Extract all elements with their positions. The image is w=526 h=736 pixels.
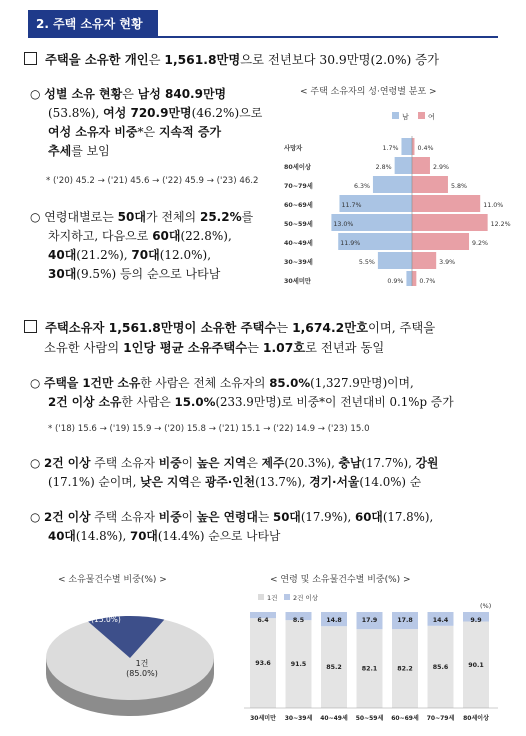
pyramid-category-label: 30세미만: [284, 278, 312, 285]
pyramid-chart: [282, 110, 512, 286]
bullet-age-multi: ○ 2건 이상 주택 소유자 비중이 높은 연령대는 50대(17.9%), 60대(17.8%), 40대(14.8%), 70대(14.4%) 순으로 나타남: [30, 510, 434, 543]
legend-male-swatch: [392, 112, 399, 119]
bar-category-label: 80세이상: [463, 715, 489, 722]
pyramid-bar-female: [412, 195, 480, 212]
pyramid-category-label: 70~79세: [284, 183, 313, 190]
legend-female-swatch: [418, 112, 425, 119]
square-bullet-icon: [24, 320, 37, 333]
pyramid-bar-female: [412, 138, 414, 155]
pyramid-category-label: 60~69세: [284, 202, 313, 209]
pyramid-bar-male: [395, 157, 412, 174]
para-owners: 주택을 소유한 개인은 1,561.8만명으로 전년보다 30.9만명(2.0%) 증가: [24, 50, 514, 70]
pyramid-male-value: 13.0%: [333, 221, 354, 228]
pie-title: < 소유물건수별 비중(%) >: [58, 575, 167, 585]
bar-one-value: 82.1: [361, 665, 378, 673]
bar-one-value: 85.2: [326, 664, 342, 672]
pie-two-value: (15.0%): [91, 615, 121, 624]
pyramid-male-value: 6.3%: [353, 183, 370, 190]
pyramid-bar-female: [412, 233, 469, 250]
bar-two-value: 17.8: [397, 617, 413, 624]
pyramid-bar-female: [412, 271, 416, 286]
bar-category-label: 40~49세: [320, 715, 348, 722]
bar-one-value: 82.2: [397, 665, 413, 673]
pyramid-female-value: 2.9%: [432, 164, 449, 171]
bullet-age: ○ 연령대별로는 50대가 전체의 25.2%를 차지하고, 다음으로 60대(22.8%), 40대(21.2%), 70대(12.0%), 30대(9.5%) 등의 순으로 나타남: [30, 210, 254, 281]
pie-one-label: 1건: [135, 659, 149, 668]
bar-two-value: 17.9: [361, 617, 378, 624]
para-houses: 주택소유자 1,561.8만명이 소유한 주택수는 1,674.2만호이며, 주택을 소유한 사람의 1인당 평균 소유주택수는 1.07호로 전년과 동일: [24, 318, 519, 358]
pyramid-female-value: 12.2%: [490, 221, 511, 228]
pyramid-female-value: 0.4%: [417, 145, 434, 152]
bars-title: < 연령 및 소유물건수별 비중(%) >: [270, 575, 411, 585]
gender-share-note: * ('20) 45.2 → ('21) 45.6 → ('22) 45.9 → ('23) 46.2: [46, 176, 259, 186]
bar-two-value: 14.8: [326, 617, 342, 624]
bullet-count: ○ 주택을 1건만 소유한 사람은 전체 소유자의 85.0%(1,327.9만명)이며, 2건 이상 소유한 사람은 15.0%(233.9만명)로 비중*이 전년대비 0.1%p 증가: [30, 376, 454, 409]
legend-one-swatch: [258, 594, 264, 600]
pyramid-category-label: 30~39세: [284, 259, 313, 266]
pyramid-category-label: 사망자: [284, 145, 303, 152]
bar-two-value: 8.5: [292, 617, 305, 624]
count-share-note: * ('18) 15.6 → ('19) 15.9 → ('20) 15.8 → ('21) 15.1 → ('22) 14.9 → ('23) 15.0: [48, 424, 370, 434]
section-title: 2. 주택 소유자 현황: [28, 10, 158, 36]
pyramid-bar-female: [412, 252, 436, 269]
pyramid-bar-female: [412, 214, 488, 231]
circle-bullet-icon: ○: [30, 210, 45, 224]
legend-female-label: 여: [428, 113, 435, 121]
pie-one-value: (85.0%): [126, 669, 158, 678]
pyramid-female-value: 11.0%: [483, 202, 504, 209]
bar-one-value: 93.6: [255, 660, 271, 668]
square-bullet-icon: [24, 52, 37, 65]
pyramid-title: < 주택 소유자의 성·연령별 분포 >: [300, 87, 437, 97]
legend-two-swatch: [284, 594, 290, 600]
bar-two-value: 14.4: [432, 617, 449, 624]
bar-category-label: 50~59세: [355, 715, 384, 722]
pyramid-male-value: 11.9%: [340, 240, 361, 247]
legend-one-label: 1건: [267, 594, 278, 602]
pyramid-bar-male: [401, 138, 412, 155]
pyramid-male-value: 2.8%: [375, 164, 392, 171]
pyramid-male-value: 0.9%: [387, 278, 404, 285]
bar-one-value: 90.1: [468, 661, 484, 669]
bar-category-label: 60~69세: [391, 715, 419, 722]
circle-bullet-icon: ○: [30, 87, 45, 101]
pyramid-female-value: 3.9%: [439, 259, 456, 266]
pyramid-category-label: 80세이상: [284, 164, 312, 171]
legend-male-label: 남: [402, 113, 409, 121]
pyramid-category-label: 50~59세: [284, 221, 313, 228]
bar-two-value: 6.4: [257, 617, 269, 624]
pyramid-bar-male: [378, 252, 412, 269]
pyramid-female-value: 5.8%: [450, 183, 467, 190]
pyramid-female-value: 0.7%: [419, 278, 436, 285]
section-divider: [28, 36, 498, 38]
bar-category-label: 70~79세: [426, 715, 455, 722]
pyramid-male-value: 1.7%: [382, 145, 399, 152]
bar-category-label: 30~39세: [284, 715, 313, 722]
pie-chart: [30, 590, 230, 730]
pyramid-bar-female: [412, 176, 448, 193]
stacked-bar-chart: [240, 590, 502, 730]
pyramid-bar-female: [412, 157, 430, 174]
legend-two-label: 2건 이상: [293, 594, 319, 602]
pyramid-female-value: 9.2%: [472, 240, 489, 247]
bar-one-value: 91.5: [290, 661, 307, 669]
bars-unit: (%): [480, 602, 492, 610]
bullet-gender: ○ 성별 소유 현황은 남성 840.9만명 (53.8%), 여성 720.9만명(46.2%)으로 여성 소유자 비중*은 지속적 증가 추세를 보임: [30, 87, 263, 158]
pie-two-label: 2건 이상: [91, 605, 121, 614]
bar-category-label: 30세미만: [250, 715, 276, 722]
pyramid-category-label: 40~49세: [284, 240, 313, 247]
pyramid-male-value: 5.5%: [358, 259, 375, 266]
bullet-region: ○ 2건 이상 주택 소유자 비중이 높은 지역은 제주(20.3%), 충남(17.7%), 강원 (17.1%) 순이며, 낮은 지역은 광주·인천(13.7%), 경기·서울(14.0%) 순: [30, 456, 439, 489]
pyramid-male-value: 11.7%: [341, 202, 362, 209]
bar-two-value: 9.9: [470, 617, 482, 624]
bar-one-value: 85.6: [432, 663, 449, 671]
pyramid-bar-male: [406, 271, 412, 286]
pyramid-bar-male: [373, 176, 412, 193]
